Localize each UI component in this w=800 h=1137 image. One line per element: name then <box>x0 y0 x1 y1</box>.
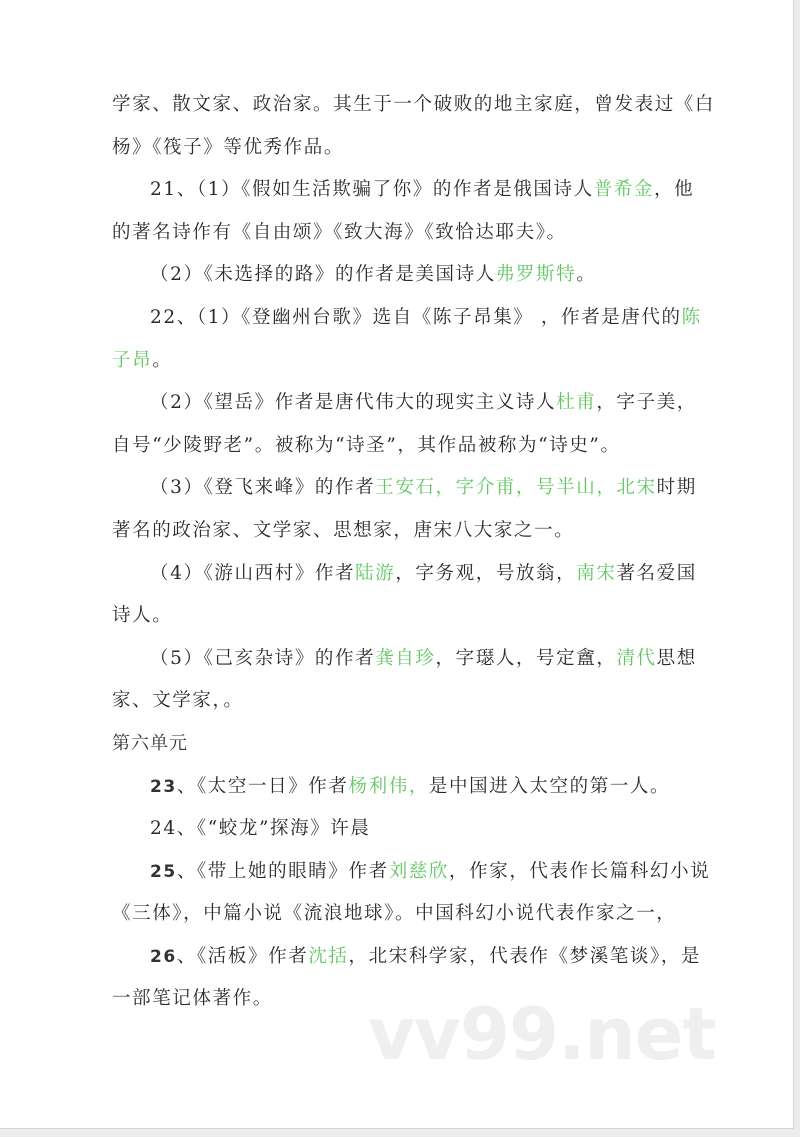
text-line <box>112 638 697 681</box>
text-line <box>112 297 702 340</box>
watermark: vv99.net <box>368 992 716 1076</box>
text-line <box>112 127 684 170</box>
text-segment: 、《太空一日》作者 <box>176 775 349 797</box>
item-number: 26 <box>150 946 177 967</box>
text-line <box>112 851 711 894</box>
text-line <box>112 169 695 212</box>
text-line <box>112 84 716 127</box>
text-line <box>112 808 684 851</box>
text-line <box>112 766 684 809</box>
text-segment: 自号“少陵野老”。被称为“诗圣”，其作品被称为“诗史”。 <box>112 434 621 456</box>
text-segment: 《三体》，中篇小说《流浪地球》。中国科幻小说代表作家之一， <box>112 903 677 925</box>
text-segment: 、《带上她的眼睛》作者 <box>176 860 389 882</box>
highlighted-text: 杨利伟， <box>348 775 429 797</box>
text-segment: 。 <box>576 264 597 286</box>
text-segment: ，字璱人，号定盦， <box>435 647 617 669</box>
text-segment: 思想 <box>656 647 697 669</box>
text-segment: 、《活板》作者 <box>176 945 309 967</box>
highlighted-text: 陆游 <box>355 562 396 584</box>
text-segment: 。 <box>152 349 173 371</box>
text-segment: 第六单元 <box>112 732 188 754</box>
text-segment: 时期 <box>656 477 697 499</box>
text-segment: 是中国进入太空的第一人。 <box>428 775 671 797</box>
text-line <box>112 553 697 596</box>
text-segment: 的著名诗作有《自由颂》《致大海》《致恰达耶夫》。 <box>112 221 567 243</box>
text-line <box>112 340 684 383</box>
highlighted-text: 龚自珍 <box>375 647 436 669</box>
text-segment: 著名爱国 <box>616 562 697 584</box>
document-body <box>112 84 716 1021</box>
text-segment: （2）《未选择的路》的作者是美国诗人 <box>150 264 496 286</box>
highlighted-text: 刘慈欣 <box>388 860 450 882</box>
highlighted-text: 杜甫 <box>556 392 597 414</box>
text-segment: （2）《望岳》作者是唐代伟大的现实主义诗人 <box>150 392 557 414</box>
text-line <box>112 595 684 638</box>
text-segment: 学家、散文家、政治家。其生于一个破败的地主家庭，曾发表过《白 <box>112 94 716 115</box>
highlighted-text: 陈 <box>681 306 702 328</box>
text-segment: 家、文学家，。 <box>112 690 244 712</box>
highlighted-text: 子昂 <box>112 349 153 371</box>
text-segment: 杨》《筏子》等优秀作品。 <box>112 136 344 158</box>
highlighted-text: 南宋 <box>576 562 617 584</box>
text-line <box>112 893 684 936</box>
text-segment: （5）《己亥杂诗》的作者 <box>150 647 376 669</box>
text-segment: ，北宋科学家，代表作《梦溪笔谈》，是 <box>348 945 702 967</box>
text-segment: ，字务观，号放翁， <box>395 562 577 584</box>
text-line <box>112 212 684 255</box>
text-segment: 著名的政治家、文学家、思想家，唐宋八大家之一。 <box>112 519 575 541</box>
text-line <box>112 382 697 425</box>
section-heading <box>112 723 684 766</box>
text-segment: ，他 <box>654 179 695 201</box>
highlighted-text: 清代 <box>616 647 657 669</box>
item-number: 23 <box>150 776 177 797</box>
highlighted-text: 王安石，字介甫，号半山，北宋 <box>375 477 657 499</box>
text-segment: 诗人。 <box>112 605 173 627</box>
text-segment: 21、（1）《假如生活欺骗了你》的作者是俄国诗人 <box>150 179 594 201</box>
text-line <box>112 510 684 553</box>
text-segment: 22、（1）《登幽州台歌》选自《陈子昂集》 ，作者是唐代的 <box>150 306 682 328</box>
text-segment: 24、《“蛟龙”探海》许晨 <box>150 818 371 840</box>
text-segment: ，作家，代表作长篇科幻小说 <box>449 860 711 882</box>
text-line <box>112 936 702 979</box>
text-segment: （3）《登飞来峰》的作者 <box>150 477 376 499</box>
text-line <box>112 425 684 468</box>
item-number: 25 <box>150 861 177 882</box>
highlighted-text: 沈括 <box>308 945 349 967</box>
highlighted-text: 弗罗斯特 <box>495 264 577 286</box>
text-line <box>112 254 684 297</box>
text-segment: ，字子美， <box>596 392 697 414</box>
text-line <box>112 467 697 510</box>
highlighted-text: 普希金 <box>593 179 655 201</box>
text-segment: （4）《游山西村》作者 <box>150 562 356 584</box>
text-segment: 一部笔记体著作。 <box>112 988 273 1010</box>
text-line <box>112 680 684 723</box>
